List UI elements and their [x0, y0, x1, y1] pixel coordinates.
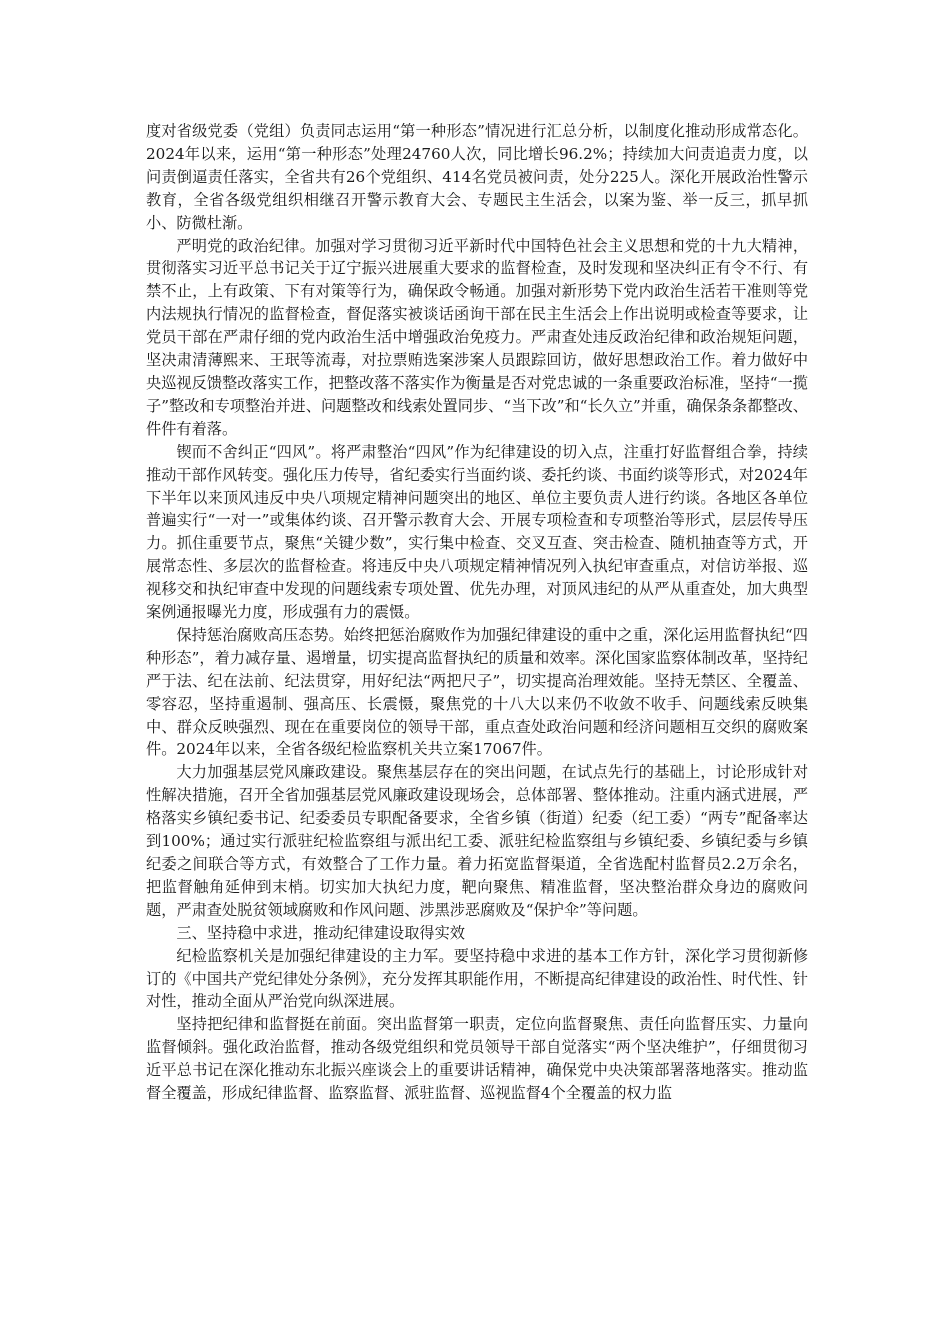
paragraph-supervision: 坚持把纪律和监督挺在前面。突出监督第一职责，定位向监督聚焦、责任向监督压实、力量向监督倾斜。强化政治监督，推动各级党组织和党员领导干部自觉落实“两个坚决维护”，仔细贯彻习近平总书记在深化推动东北振兴座谈会上的重要讲话精神，确保党中央决策部署落地落实。推动监督全覆盖，形成纪律监督、监察监督、派驻监督、巡视监督4个全覆盖的权力监	[146, 1015, 808, 1103]
paragraph-grassroots: 大力加强基层党风廉政建设。聚焦基层存在的突出问题，在试点先行的基础上，讨论形成针对性解决措施，召开全省加强基层党风廉政建设现场会，总体部署、整体推动。注重内涵式进展，严格落实乡镇纪委书记、纪委委员专职配备要求，全省乡镇（街道）纪委（纪工委）“两专”配备率达到100%；通过实行派驻纪检监察组与派出纪工委、派驻纪检监察组与乡镇纪委、乡镇纪委与乡镇纪委之间联合等方式，有效整合了工作力量。着力拓宽监督渠道，全省选配村监督员2.2万余名，把监督触角延伸到末梢。切实加大执纪力度，靶向聚焦、精准监督，坚决整治群众身边的腐败问题，严肃查处脱贫领域腐败和作风问题、涉黑涉恶腐败及“保护伞”等问题。	[146, 763, 808, 919]
section-heading-3: 三、坚持稳中求进，推动纪律建设取得实效	[176, 923, 465, 942]
document-body	[146, 120, 808, 1105]
paragraph-political-discipline: 严明党的政治纪律。加强对学习贯彻习近平新时代中国特色社会主义思想和党的十九大精神，贯彻落实习近平总书记关于辽宁振兴进展重大要求的监督检查，及时发现和坚决纠正有令不行、有禁不止，上有政策、下有对策等行为，确保政令畅通。加强对新形势下党内政治生活若干准则等党内法规执行情况的监督检查，督促落实被谈话函询干部在民主生活会上作出说明或检查等要求，让党员干部在严肃仔细的党内政治生活中增强政治免疫力。严肃查处违反政治纪律和政治规矩问题，坚决肃清薄熙来、王珉等流毒，对拉票贿选案涉案人员跟踪回访，做好思想政治工作。着力做好中央巡视反馈整改落实工作，把整改落不落实作为衡量是否对党忠诚的一条重要政治标准，坚持“一揽子”整改和专项整治并进、问题整改和线索处置同步、“当下改”和“长久立”并重，确保条条都整改、件件有着落。	[146, 236, 808, 438]
paragraph-main-force: 纪检监察机关是加强纪律建设的主力军。要坚持稳中求进的基本工作方针，深化学习贯彻新修订的《中国共产党纪律处分条例》，充分发挥其职能作用，不断提高纪律建设的政治性、时代性、针对性，推动全面从严治党向纵深进展。	[146, 946, 808, 1011]
paragraph-1: 度对省级党委（党组）负责同志运用“第一种形态”情况进行汇总分析，以制度化推动形成常态化。2024年以来，运用“第一种形态”处理24760人次，同比增长96.2%；持续加大问责追责力度，以问责倒逼责任落实，全省共有26个党组织、414名党员被问责，处分225人。深化开展政治性警示教育，全省各级党组织相继召开警示教育大会、专题民主生活会，以案为鉴、举一反三，抓早抓小、防微杜渐。	[146, 122, 808, 232]
paragraph-anti-corruption: 保持惩治腐败高压态势。始终把惩治腐败作为加强纪律建设的重中之重，深化运用监督执纪“四种形态”，着力减存量、遏增量，切实提高监督执纪的质量和效率。深化国家监察体制改革，坚持纪严于法、纪在法前、纪法贯穿，用好纪法“两把尺子”，切实提高治理效能。坚持无禁区、全覆盖、零容忍，坚持重遏制、强高压、长震慑，聚焦党的十八大以来仍不收敛不收手、问题线索反映集中、群众反映强烈、现在在重要岗位的领导干部，重点查处政治问题和经济问题相互交织的腐败案件。2024年以来，全省各级纪检监察机关共立案17067件。	[146, 625, 808, 759]
paragraph-four-styles: 锲而不舍纠正“四风”。将严肃整治“四风”作为纪律建设的切入点，注重打好监督组合拳，持续推动干部作风转变。强化压力传导，省纪委实行当面约谈、委托约谈、书面约谈等形式，对2024年下半年以来顶风违反中央八项规定精神问题突出的地区、单位主要负责人进行约谈。各地区各单位普遍实行“一对一”或集体约谈、召开警示教育大会、开展专项检查和专项整治等形式，层层传导压力。抓住重要节点，聚焦“关键少数”，实行集中检查、交叉互查、突击检查、随机抽查等方式，开展常态性、多层次的监督检查。将违反中央八项规定精神情况列入执纪审查重点，对信访举报、巡视移交和执纪审查中发现的问题线索专项处置、优先办理，对顶风违纪的从严从重查处，加大典型案例通报曝光力度，形成强有力的震慑。	[146, 442, 808, 622]
